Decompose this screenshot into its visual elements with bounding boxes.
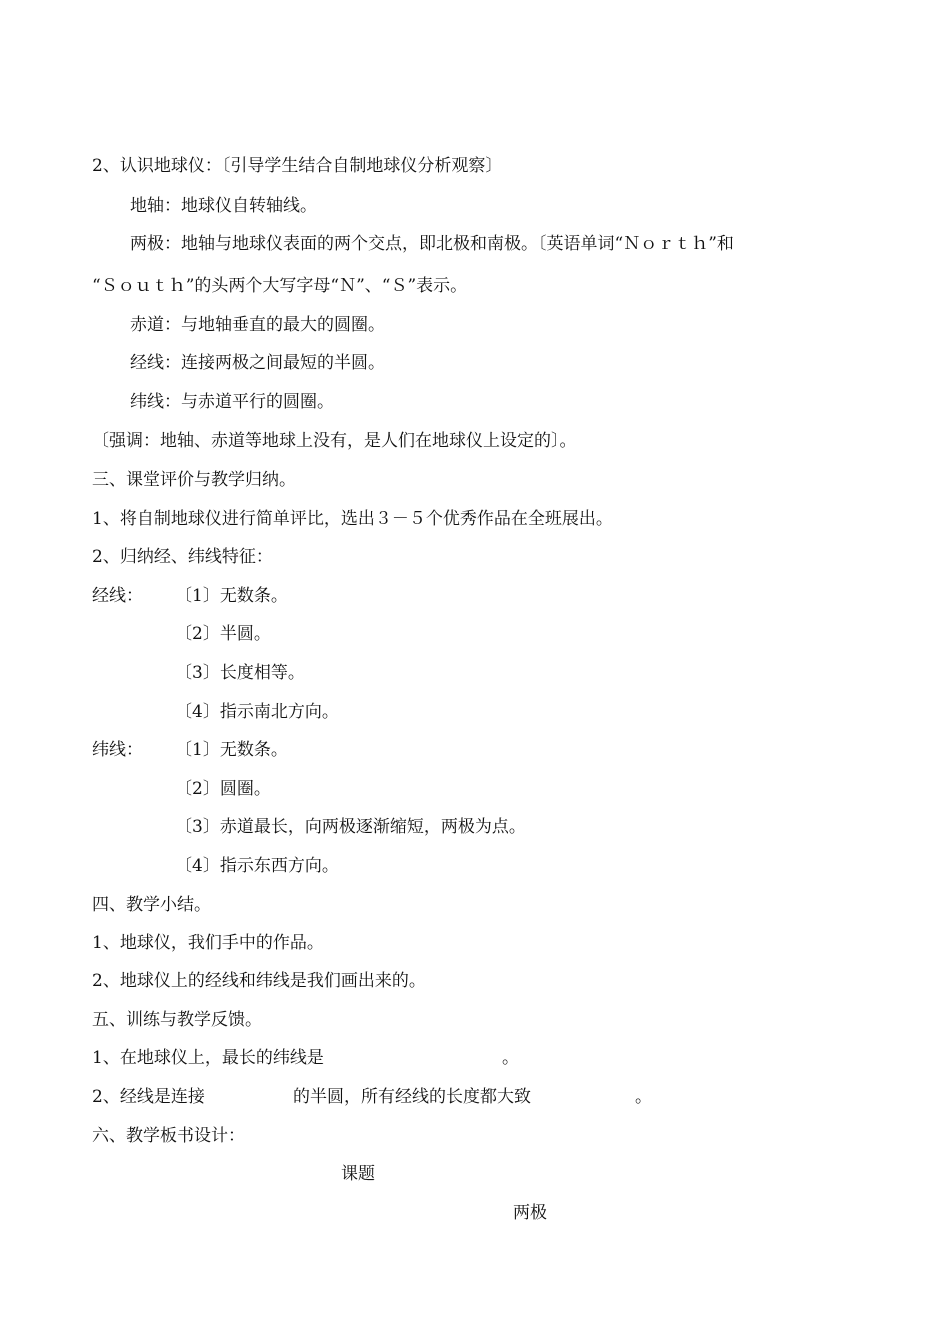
parallel-feature: 〔1〕无数条。 [175, 740, 288, 760]
section-heading: 四、教学小结。 [92, 895, 211, 915]
definition-axis: 地轴：地球仪自转轴线。 [130, 196, 317, 216]
meridian-feature: 〔1〕无数条。 [175, 586, 288, 606]
list-item: 1、地球仪，我们手中的作品。 [92, 933, 324, 953]
section-heading: 三、课堂评价与教学归纳。 [92, 470, 296, 490]
meridian-feature: 〔3〕长度相等。 [175, 663, 305, 683]
section-heading: 六、教学板书设计： [92, 1126, 245, 1146]
definition-equator: 赤道：与地轴垂直的最大的圆圈。 [130, 315, 385, 335]
meridian-feature: 〔4〕指示南北方向。 [175, 702, 339, 722]
emphasis-note: 〔强调：地轴、赤道等地球上没有，是人们在地球仪上设定的〕。 [92, 431, 577, 451]
parallel-feature: 〔2〕圆圈。 [175, 779, 271, 799]
meridian-feature: 〔2〕半圆。 [175, 624, 271, 644]
exercise-question-1-end: 。 [502, 1048, 519, 1068]
definition-meridian: 经线：连接两极之间最短的半圆。 [130, 353, 385, 373]
parallel-feature: 〔4〕指示东西方向。 [175, 856, 339, 876]
exercise-question-2: 2、经线是连接 [92, 1087, 205, 1107]
meridian-label: 经线： [92, 586, 143, 606]
board-poles: 两极 [513, 1203, 547, 1223]
exercise-question-2-end: 。 [635, 1087, 652, 1107]
section-heading: 五、训练与教学反馈。 [92, 1010, 262, 1030]
list-item: 2、归纳经、纬线特征： [92, 547, 273, 567]
section-heading: 2、认识地球仪：〔引导学生结合自制地球仪分析观察〕 [92, 156, 503, 176]
definition-parallel: 纬线：与赤道平行的圆圈。 [130, 392, 334, 412]
board-title: 课题 [341, 1164, 375, 1184]
list-item: 2、地球仪上的经线和纬线是我们画出来的。 [92, 971, 426, 991]
list-item: 1、将自制地球仪进行简单评比，选出３－５个优秀作品在全班展出。 [92, 509, 613, 529]
parallel-label: 纬线： [92, 740, 143, 760]
exercise-question-2-middle: 的半圆，所有经线的长度都大致 [293, 1087, 531, 1107]
exercise-question-1: 1、在地球仪上，最长的纬线是 [92, 1048, 324, 1068]
definition-poles: 两极：地轴与地球仪表面的两个交点，即北极和南极。〔英语单词“Ｎｏｒｔｈ”和 [130, 234, 734, 254]
definition-poles-continued: “Ｓｏｕｔｈ”的头两个大写字母“Ｎ”、“Ｓ”表示。 [92, 276, 468, 296]
parallel-feature: 〔3〕赤道最长，向两极逐渐缩短，两极为点。 [175, 817, 526, 837]
